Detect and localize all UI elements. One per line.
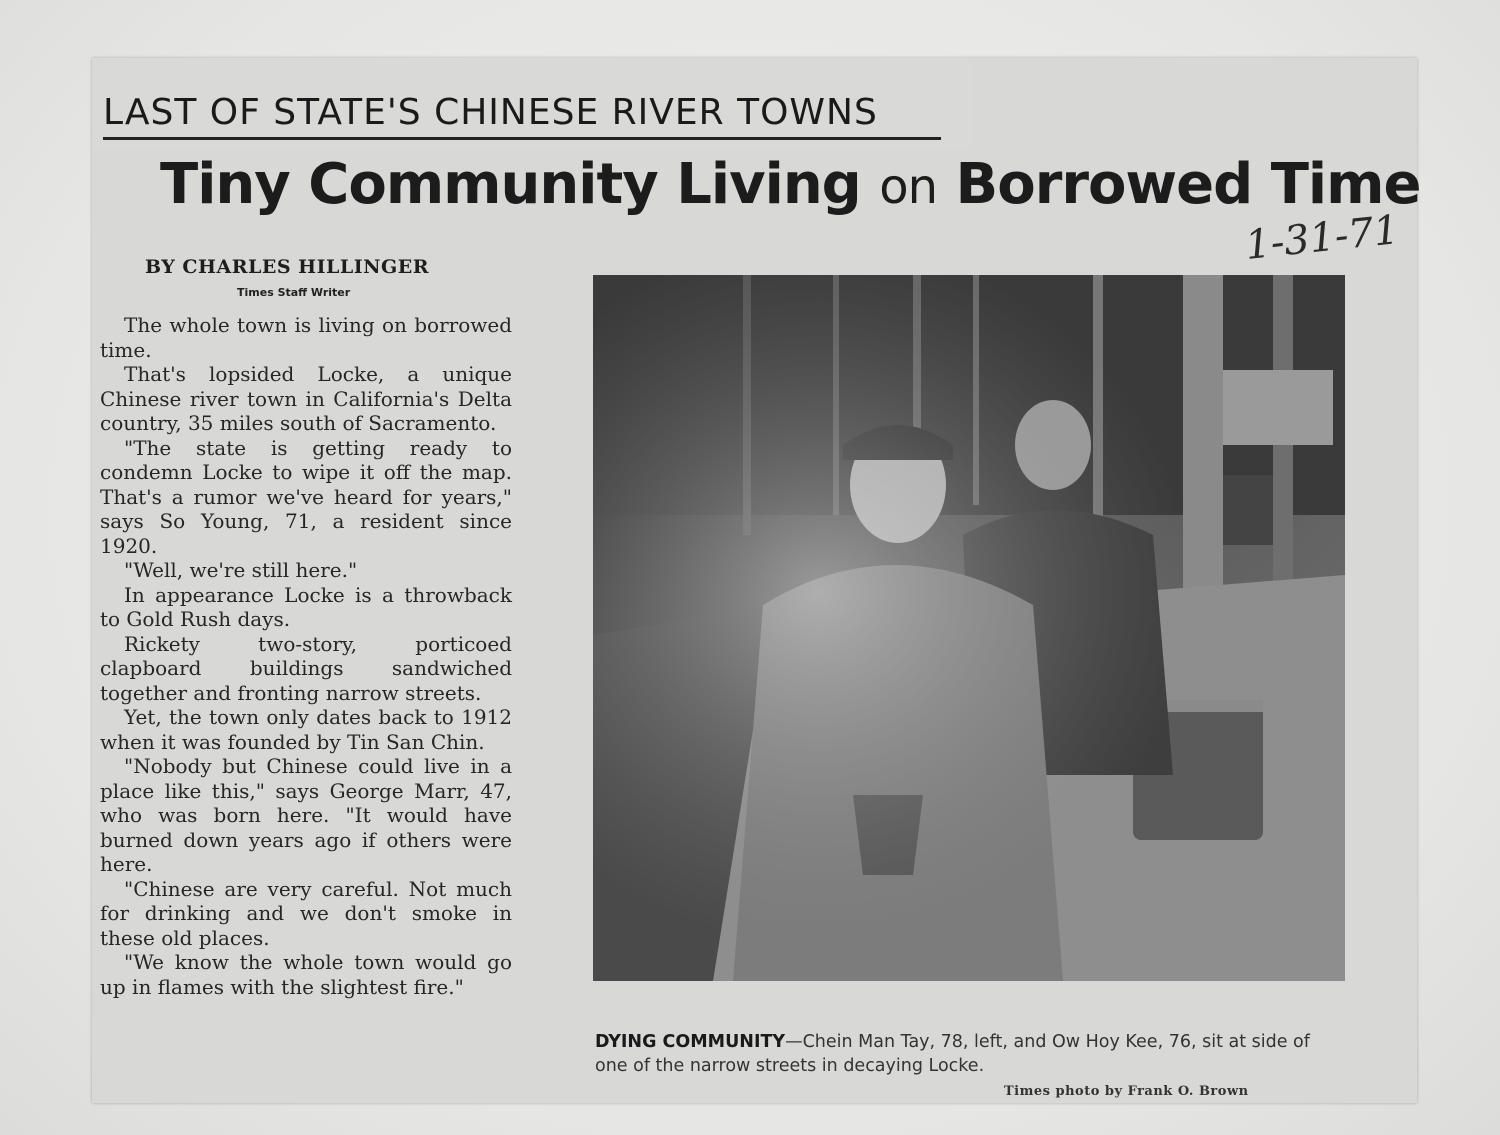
body-paragraph: "The state is getting ready to condemn Locke to wipe it off the map. That's a rumor we've heard for years," says So Young, 71, a resident since 1920. — [100, 435, 512, 558]
article-headline — [160, 152, 1420, 217]
headline-part-1: Tiny Community Living — [160, 152, 880, 217]
byline-title: Times Staff Writer — [237, 286, 351, 299]
byline: BY CHARLES HILLINGER — [145, 256, 429, 278]
handwritten-date: 1-31-71 — [1243, 207, 1402, 269]
body-paragraph: "Chinese are very careful. Not much for drinking and we don't smoke in these old places. — [100, 876, 512, 950]
photo-credit: Times photo by Frank O. Brown — [1004, 1084, 1249, 1099]
article-body — [100, 313, 512, 999]
body-paragraph: "Well, we're still here." — [124, 558, 358, 582]
headline-on: on — [879, 159, 938, 215]
body-paragraph: The whole town is living on borrowed time. — [100, 313, 512, 362]
body-paragraph: "Nobody but Chinese could live in a place like this," says George Marr, 47, who was born here. "It would have burned down years ago if others were here. — [100, 754, 512, 876]
body-paragraph: Yet, the town only dates back to 1912 when it was founded by Tin San Chin. — [100, 705, 512, 754]
photo-illustration — [593, 275, 1345, 981]
body-paragraph: Rickety two-story, porticoed clapboard buildings sandwiched together and fronting narrow streets. — [100, 631, 512, 705]
caption-lead: DYING COMMUNITY — [595, 1032, 786, 1052]
article-kicker: LAST OF STATE'S CHINESE RIVER TOWNS — [103, 92, 941, 140]
news-photo — [593, 275, 1345, 981]
body-paragraph: In appearance Locke is a throwback to Gold Rush days. — [100, 582, 512, 631]
headline-part-2: Borrowed Time — [937, 152, 1421, 217]
body-paragraph: "We know the whole town would go up in flames with the slightest fire." — [100, 950, 512, 999]
photo-caption — [595, 1030, 1343, 1078]
caption-text: —Chein Man Tay, 78, left, and Ow Hoy Kee, 76, sit at side of one of the narrow streets in decaying Locke. — [595, 1032, 1310, 1076]
body-paragraph: That's lopsided Locke, a unique Chinese river town in California's Delta country, 35 miles south of Sacramento. — [100, 362, 512, 435]
